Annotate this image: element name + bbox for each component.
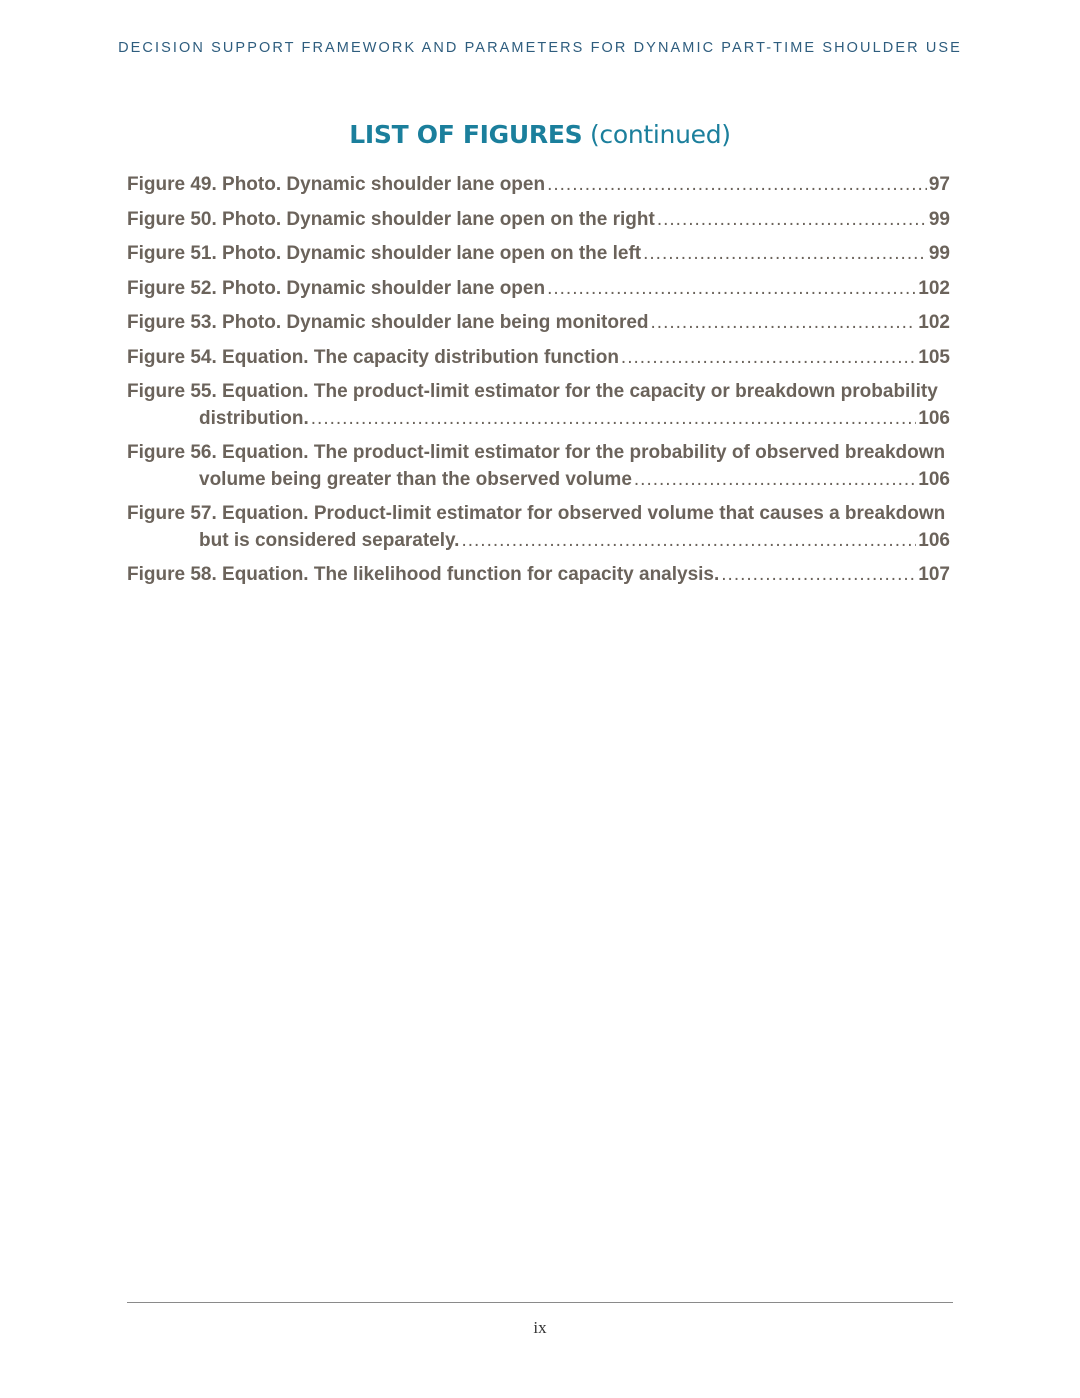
page-number: ix	[533, 1318, 547, 1337]
toc-entry-text: Figure 53. Photo. Dynamic shoulder lane being monitored	[127, 312, 649, 333]
toc-entry-text-line1: Figure 55. Equation. The product-limit estimator for the capacity or breakdown probability	[127, 381, 938, 402]
dot-leader	[643, 241, 927, 268]
toc-entry-figure-56[interactable]	[127, 440, 950, 493]
toc-entry-text-line2: volume being greater than the observed volume	[199, 468, 632, 490]
toc-entry-page: 102	[918, 277, 950, 299]
toc-entry-page: 106	[918, 468, 950, 490]
toc-entry-last-line	[199, 467, 950, 494]
dot-leader	[634, 467, 916, 494]
toc-entry-text-line1: Figure 57. Equation. Product-limit estimator for observed volume that causes a breakdown	[127, 503, 946, 524]
dot-leader	[651, 310, 917, 337]
toc-entry-text: Figure 52. Photo. Dynamic shoulder lane open	[127, 277, 546, 299]
toc-entry-text-line1: Figure 56. Equation. The product-limit estimator for the probability of observed breakdown	[127, 442, 946, 463]
toc-entry-figure-58[interactable]	[127, 562, 950, 589]
toc-entry-figure-54[interactable]	[127, 345, 950, 372]
toc-entry-figure-50[interactable]	[127, 207, 950, 234]
dot-leader	[547, 172, 927, 199]
toc-entry-figure-49[interactable]	[127, 172, 950, 199]
toc-entry-page: 106	[918, 529, 950, 551]
toc-entry-page: 106	[918, 407, 950, 429]
dot-leader	[547, 276, 916, 303]
toc-entry-text: Figure 51. Photo. Dynamic shoulder lane open on the left	[127, 243, 642, 264]
dot-leader	[657, 207, 927, 234]
toc-entry-text: Figure 49. Photo. Dynamic shoulder lane open	[127, 174, 546, 195]
dot-leader	[721, 562, 916, 589]
toc-entry-text: Figure 58. Equation. The likelihood function for capacity analysis.	[127, 564, 720, 585]
toc-entry-text: Figure 50. Photo. Dynamic shoulder lane open on the right	[127, 208, 655, 230]
title-main: LIST OF FIGURES	[349, 120, 583, 149]
toc-entry-page: 107	[918, 564, 950, 585]
toc-entry-figure-57[interactable]	[127, 501, 950, 554]
toc-entry-figure-55[interactable]	[127, 379, 950, 432]
dot-leader	[461, 528, 916, 555]
toc-entry-figure-52[interactable]	[127, 276, 950, 303]
toc-entry-page: 99	[928, 243, 950, 264]
toc-entry-figure-53[interactable]	[127, 310, 950, 337]
dot-leader	[621, 345, 916, 372]
running-header: DECISION SUPPORT FRAMEWORK AND PARAMETERS FOR DYNAMIC PART-TIME SHOULDER USE	[118, 40, 962, 56]
toc-entry-page: 97	[928, 174, 950, 195]
toc-entry-last-line	[199, 528, 950, 555]
toc-entry-page: 99	[928, 208, 950, 230]
page-title	[0, 120, 1080, 149]
toc-entry-text: Figure 54. Equation. The capacity distribution function	[127, 346, 619, 368]
title-suffix: (continued)	[589, 120, 731, 149]
toc-entry-page: 102	[918, 312, 950, 333]
list-of-figures	[127, 172, 950, 597]
toc-entry-figure-51[interactable]	[127, 241, 950, 268]
footer-divider	[127, 1302, 953, 1303]
toc-entry-text-line2: distribution.	[199, 407, 309, 429]
toc-entry-text-line2: but is considered separately.	[199, 529, 460, 551]
toc-entry-last-line	[199, 406, 950, 433]
dot-leader	[311, 406, 917, 433]
toc-entry-page: 105	[918, 346, 950, 368]
